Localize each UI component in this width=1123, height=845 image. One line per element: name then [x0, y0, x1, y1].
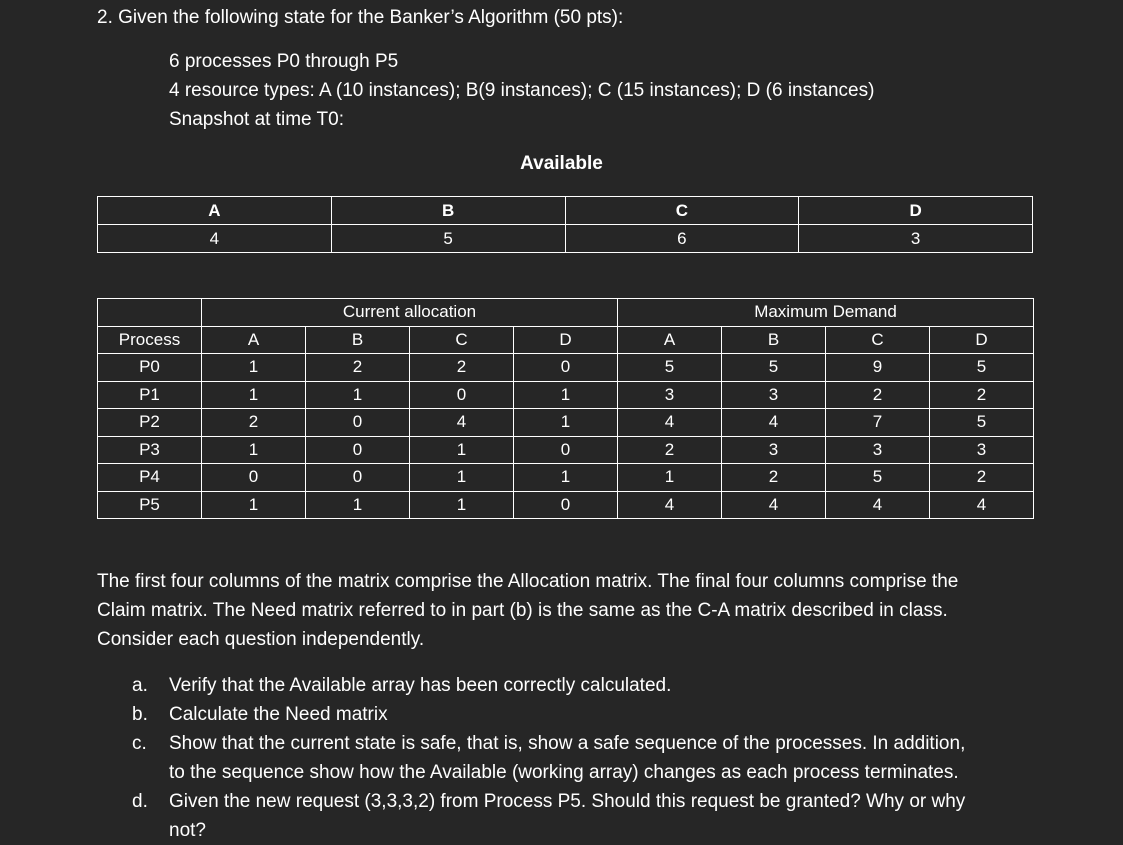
- max-cell: 4: [618, 491, 722, 519]
- max-cell: 5: [930, 354, 1034, 382]
- max-cell: 3: [722, 381, 826, 409]
- max-header-a: A: [618, 326, 722, 354]
- alloc-header-a: A: [202, 326, 306, 354]
- alloc-header-b: B: [306, 326, 410, 354]
- question-d: [132, 787, 1032, 845]
- alloc-cell: 0: [410, 381, 514, 409]
- alloc-cell: 1: [306, 491, 410, 519]
- max-cell: 2: [930, 464, 1034, 492]
- process-cell: P2: [98, 409, 202, 437]
- max-cell: 7: [826, 409, 930, 437]
- max-cell: 2: [618, 436, 722, 464]
- max-cell: 3: [722, 436, 826, 464]
- matrix-header-row: [98, 326, 1034, 354]
- alloc-cell: 0: [306, 436, 410, 464]
- alloc-cell: 0: [306, 464, 410, 492]
- table-row: [98, 381, 1034, 409]
- alloc-cell: 0: [514, 354, 618, 382]
- available-header-c: C: [565, 197, 799, 225]
- table-row: [98, 354, 1034, 382]
- question-letter: d.: [132, 791, 148, 812]
- alloc-cell: 1: [202, 354, 306, 382]
- alloc-cell: 1: [306, 381, 410, 409]
- matrix-title-row: [98, 299, 1034, 327]
- question-text: not?: [169, 820, 206, 841]
- max-cell: 3: [930, 436, 1034, 464]
- available-header-row: [98, 197, 1033, 225]
- alloc-cell: 1: [202, 491, 306, 519]
- question-letter: b.: [132, 704, 148, 725]
- max-cell: 5: [826, 464, 930, 492]
- question-text: Verify that the Available array has been correctly calculated.: [169, 675, 672, 696]
- alloc-cell: 0: [514, 436, 618, 464]
- process-cell: P0: [98, 354, 202, 382]
- max-cell: 2: [722, 464, 826, 492]
- available-value-row: [98, 225, 1033, 253]
- question-heading: 2. Given the following state for the Banker’s Algorithm (50 pts):: [97, 7, 624, 28]
- alloc-cell: 2: [306, 354, 410, 382]
- available-header-b: B: [331, 197, 565, 225]
- alloc-cell: 2: [202, 409, 306, 437]
- alloc-cell: 2: [410, 354, 514, 382]
- max-cell: 3: [826, 436, 930, 464]
- max-cell: 5: [930, 409, 1034, 437]
- alloc-cell: 0: [306, 409, 410, 437]
- question-c: [132, 729, 1032, 787]
- table-row: [98, 464, 1034, 492]
- intro-snapshot: Snapshot at time T0:: [169, 109, 344, 130]
- available-header-a: A: [98, 197, 332, 225]
- question-letter: a.: [132, 675, 148, 696]
- available-header-d: D: [799, 197, 1033, 225]
- allocation-table: [97, 298, 1034, 519]
- max-cell: 4: [722, 491, 826, 519]
- alloc-header-d: D: [514, 326, 618, 354]
- alloc-cell: 1: [514, 381, 618, 409]
- max-cell: 3: [618, 381, 722, 409]
- table-row: [98, 491, 1034, 519]
- available-title: Available: [520, 153, 603, 174]
- process-header: Process: [98, 326, 202, 354]
- process-cell: P5: [98, 491, 202, 519]
- process-cell: P3: [98, 436, 202, 464]
- question-text: Calculate the Need matrix: [169, 704, 388, 725]
- table-row: [98, 436, 1034, 464]
- alloc-cell: 1: [410, 436, 514, 464]
- alloc-cell: 4: [410, 409, 514, 437]
- maximum-demand-title: Maximum Demand: [618, 299, 1034, 327]
- max-cell: 4: [722, 409, 826, 437]
- table-row: [98, 409, 1034, 437]
- max-cell: 4: [930, 491, 1034, 519]
- paragraph-line: Consider each question independently.: [97, 629, 425, 650]
- max-cell: 4: [618, 409, 722, 437]
- max-cell: 5: [618, 354, 722, 382]
- max-cell: 2: [930, 381, 1034, 409]
- question-b: [132, 700, 1032, 729]
- alloc-cell: 1: [202, 436, 306, 464]
- max-header-c: C: [826, 326, 930, 354]
- available-value-b: 5: [331, 225, 565, 253]
- max-cell: 5: [722, 354, 826, 382]
- process-cell: P4: [98, 464, 202, 492]
- question-text: Show that the current state is safe, that is, show a safe sequence of the processes. In addition,: [169, 733, 966, 754]
- max-header-d: D: [930, 326, 1034, 354]
- available-value-c: 6: [565, 225, 799, 253]
- matrix-title-blank: [98, 299, 202, 327]
- process-cell: P1: [98, 381, 202, 409]
- alloc-cell: 1: [202, 381, 306, 409]
- intro-processes: 6 processes P0 through P5: [169, 51, 399, 72]
- question-text: Given the new request (3,3,3,2) from Process P5. Should this request be granted? Why or why: [169, 791, 966, 812]
- current-allocation-title: Current allocation: [202, 299, 618, 327]
- question-letter: c.: [132, 733, 147, 754]
- question-a: [132, 671, 1032, 700]
- paragraph-line: Claim matrix. The Need matrix referred to in part (b) is the same as the C-A matrix described in class.: [97, 600, 948, 621]
- explanation-paragraph: [97, 567, 1037, 654]
- intro-resources: 4 resource types: A (10 instances); B(9 instances); C (15 instances); D (6 instances): [169, 80, 875, 101]
- max-cell: 9: [826, 354, 930, 382]
- alloc-cell: 1: [410, 491, 514, 519]
- question-text: to the sequence show how the Available (working array) changes as each process terminates.: [169, 762, 959, 783]
- available-table: [97, 196, 1033, 253]
- alloc-cell: 1: [514, 464, 618, 492]
- max-header-b: B: [722, 326, 826, 354]
- available-value-a: 4: [98, 225, 332, 253]
- max-cell: 1: [618, 464, 722, 492]
- max-cell: 4: [826, 491, 930, 519]
- alloc-cell: 1: [410, 464, 514, 492]
- paragraph-line: The first four columns of the matrix comprise the Allocation matrix. The final four columns comprise the: [97, 571, 959, 592]
- available-value-d: 3: [799, 225, 1033, 253]
- alloc-cell: 1: [514, 409, 618, 437]
- max-cell: 2: [826, 381, 930, 409]
- alloc-cell: 0: [514, 491, 618, 519]
- alloc-cell: 0: [202, 464, 306, 492]
- alloc-header-c: C: [410, 326, 514, 354]
